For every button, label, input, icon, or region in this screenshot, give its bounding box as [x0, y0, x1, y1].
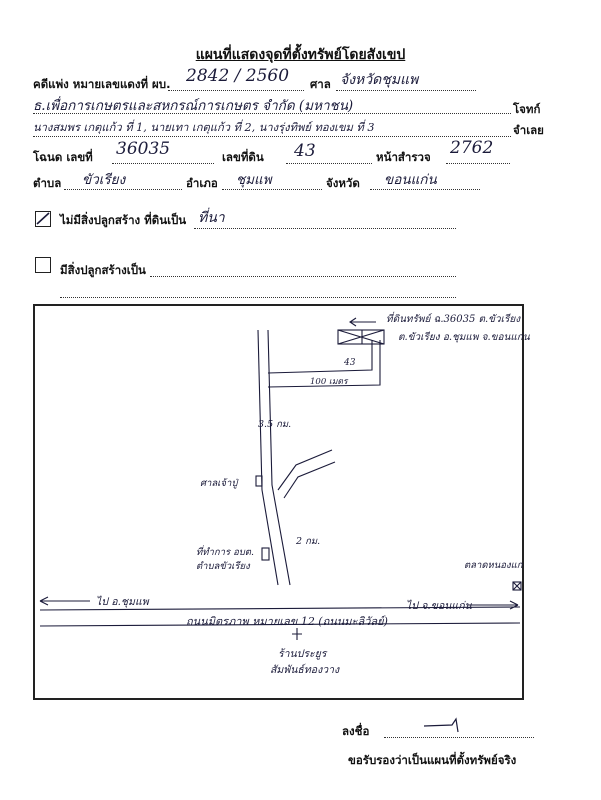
- survey-value: 2762: [450, 138, 494, 158]
- court-label: ศาล: [310, 77, 331, 91]
- market-cross-icon: [513, 582, 521, 590]
- case-number-value: 2842 / 2560: [186, 66, 290, 86]
- shrine-marker: [256, 476, 262, 486]
- road-property-top: [268, 340, 372, 373]
- road-branch-edge-1: [278, 450, 332, 490]
- deed-value: 36035: [116, 139, 171, 159]
- property-hatch-icon: [338, 330, 384, 344]
- map-property-note-1: ที่ดินทรัพย์ ฉ.36035 ต.ขัวเรียง: [386, 314, 521, 325]
- land-no-label: เลขที่ดิน: [222, 150, 264, 164]
- deed-label: โฉนด เลขที่: [33, 150, 93, 164]
- has-building-label: มีสิ่งปลูกสร้างเป็น: [60, 263, 146, 277]
- case-number-label: คดีแพ่ง หมายเลขแดงที่ ผบ.: [33, 77, 171, 91]
- court-value: จังหวัดชุมแพ: [340, 72, 419, 88]
- map-landmark-market: ตลาดหนองแก: [464, 560, 523, 571]
- survey-label: หน้าสำรวจ: [376, 150, 431, 164]
- signature-label: ลงชื่อ: [342, 724, 370, 738]
- map-land-value-tag: 43: [344, 358, 356, 368]
- north-arrow-icon: [350, 318, 376, 326]
- page-title: แผนที่แสดงจุดที่ตั้งทรัพย์โดยสังเขป: [195, 47, 406, 63]
- map-landmark-shop-2: สัมพันธ์ทองวาง: [270, 664, 340, 676]
- map-distance-1: 3.5 กม.: [258, 419, 292, 430]
- map-to-right: ไป จ.ขอนแก่น: [406, 600, 472, 612]
- plaintiff-value: ธ.เพื่อการเกษตรและสหกรณ์การเกษตร จำกัด (มหาชน): [33, 98, 354, 114]
- map-road-label: 100 เมตร: [310, 377, 348, 387]
- certify-text: ขอรับรองว่าเป็นแผนที่ตั้งทรัพย์จริง: [348, 753, 517, 767]
- map-landmark-shop-1: ร้านประยูร: [278, 648, 327, 660]
- map-property-note-2: ต.ขัวเรียง อ.ชุมแพ จ.ขอนแก่น: [398, 332, 530, 343]
- land-no-value: 43: [294, 141, 316, 161]
- district-label: อำเภอ: [186, 176, 218, 190]
- defendant-value: นางสมพร เกตุแก้ว ที่ 1, นายเทา เกตุแก้ว ที่ 2, นางรุ่งทิพย์ ทองเขม ที่ 3: [33, 121, 375, 134]
- map-landmark-office-1: ที่ทำการ อบต.: [196, 547, 254, 558]
- road-north-left-edge: [258, 330, 278, 585]
- office-marker: [262, 548, 269, 560]
- road-branch-edge-2: [284, 462, 335, 498]
- province-label: จังหวัด: [326, 176, 360, 190]
- map-landmark-office-2: ตำบลขัวเรียง: [196, 561, 250, 572]
- map-to-left: ไป อ.ชุมแพ: [96, 596, 149, 608]
- map-highway-label: ถนนมิตรภาพ หมายเลข 12 (ถนนมะลิวัลย์): [186, 615, 388, 628]
- map-distance-2: 2 กม.: [296, 536, 321, 547]
- subdistrict-label: ตำบล: [33, 176, 62, 190]
- province-value: ขอนแก่น: [384, 172, 437, 188]
- signature-line[interactable]: [384, 737, 534, 738]
- signature-mark: [422, 716, 482, 736]
- subdistrict-value: ขัวเรียง: [82, 172, 126, 188]
- map-landmark-shrine: ศาลเจ้าปู่: [200, 478, 238, 489]
- no-building-label: ไม่มีสิ่งปลูกสร้าง ที่ดินเป็น: [60, 213, 187, 227]
- defendant-label: จำเลย: [513, 123, 544, 137]
- plaintiff-label: โจทก์: [513, 102, 541, 116]
- district-value: ชุมแพ: [236, 172, 272, 188]
- no-building-value: ที่นา: [198, 210, 225, 226]
